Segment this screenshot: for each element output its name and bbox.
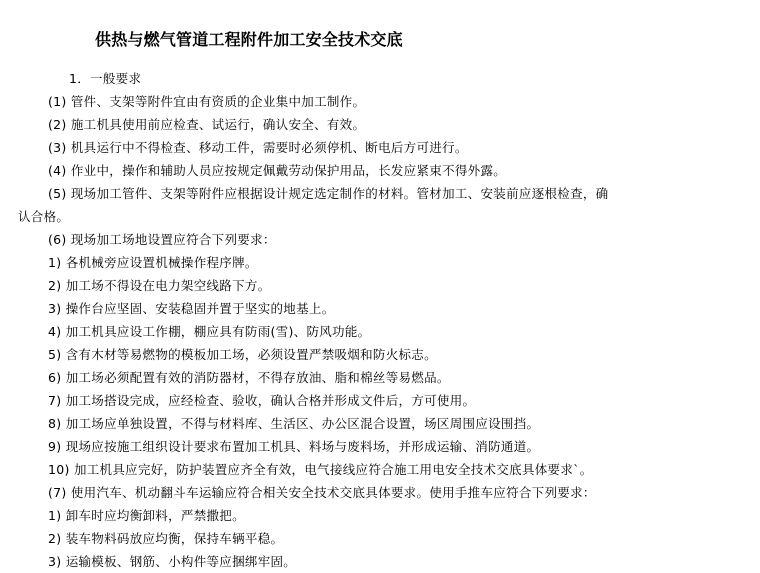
- list-item: 5) 含有木材等易燃物的模板加工场，必须设置严禁吸烟和防火标志。: [48, 347, 437, 362]
- list-item: 6) 加工场必须配置有效的消防器材，不得存放油、脂和棉丝等易燃品。: [48, 370, 450, 385]
- paragraph-line: (2) 施工机具使用前应检查、试运行，确认安全、有效。: [48, 117, 366, 132]
- list-item: 8) 加工场应单独设置，不得与材料库、生活区、办公区混合设置，场区周围应设围挡。: [48, 416, 540, 431]
- list-item: 4) 加工机具应设工作棚，棚应具有防雨(雪)、防风功能。: [48, 324, 371, 339]
- paragraph-line: (6) 现场加工场地设置应符合下列要求：: [48, 232, 276, 247]
- list-item: 10) 加工机具应完好，防护装置应齐全有效，电气接线应符合施工用电安全技术交底具体要求`。: [48, 462, 593, 477]
- list-item: 2) 加工场不得设在电力架空线路下方。: [48, 278, 271, 293]
- paragraph-line-wrapped: 认合格。: [18, 209, 70, 224]
- paragraph-line: (4) 作业中，操作和辅助人员应按规定佩戴劳动保护用品，长发应紧束不得外露。: [48, 163, 507, 178]
- list-item: 1) 各机械旁应设置机械操作程序牌。: [48, 255, 258, 270]
- paragraph-line: (7) 使用汽车、机动翻斗车运输应符合相关安全技术交底具体要求。使用手推车应符合下列要求：: [48, 485, 596, 500]
- list-item: 1) 卸车时应均衡卸料，严禁撒把。: [48, 508, 245, 523]
- list-item: 2) 装车物料码放应均衡，保持车辆平稳。: [48, 531, 284, 546]
- paragraph-line: (3) 机具运行中不得检查、移动工件，需要时必须停机、断电后方可进行。: [48, 140, 468, 155]
- list-item: 3) 运输模板、钢筋、小构件等应捆绑牢固。: [48, 554, 297, 569]
- document-body: [0, 67, 760, 573]
- list-item: 7) 加工场搭设完成，应经检查、验收，确认合格并形成文件后，方可使用。: [48, 393, 476, 408]
- paragraph-line: (5) 现场加工管件、支架等附件应根据设计规定选定制作的材料。管材加工、安装前应逐根检查，确: [48, 186, 609, 201]
- section-heading: 1．一般要求: [69, 71, 142, 86]
- document-title: 供热与燃气管道工程附件加工安全技术交底: [95, 30, 403, 49]
- list-item: 3) 操作台应坚固、安装稳固并置于坚实的地基上。: [48, 301, 335, 316]
- paragraph-line: (1) 管件、支架等附件宜由有资质的企业集中加工制作。: [48, 94, 366, 109]
- list-item: 9) 现场应按施工组织设计要求布置加工机具、料场与废料场，并形成运输、消防通道。: [48, 439, 540, 454]
